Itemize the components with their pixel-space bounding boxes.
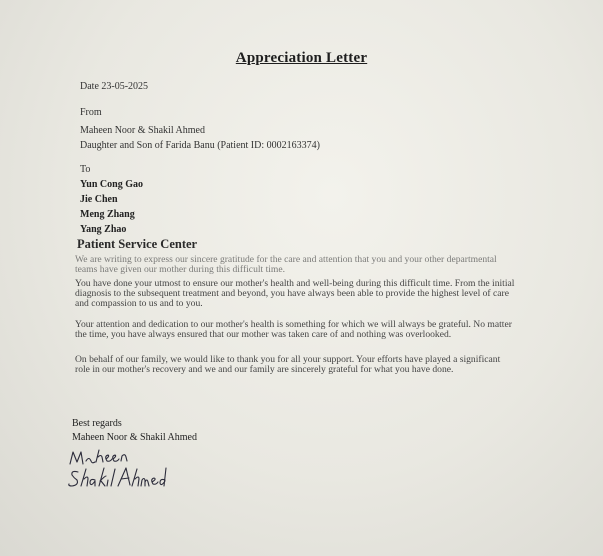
from-label: From	[80, 107, 102, 118]
letter-date: Date 23-05-2025	[80, 81, 149, 92]
recipient-4: Yang Zhao	[80, 224, 127, 235]
sender-relation: Daughter and Son of Farida Banu (Patient ID: 0002163374)	[80, 140, 320, 151]
closing-greeting: Best regards	[72, 418, 122, 429]
recipient-3: Meng Zhang	[80, 209, 135, 220]
signoff-names: Maheen Noor & Shakil Ahmed	[72, 432, 197, 443]
recipient-1: Yun Cong Gao	[80, 179, 143, 190]
recipient-2: Jie Chen	[80, 194, 118, 205]
sender-names: Maheen Noor & Shakil Ahmed	[80, 125, 205, 136]
paragraph-1: We are writing to express our sincere gratitude for the care and attention that you and your other departmental teams have given our mother during this difficult time.	[75, 254, 497, 275]
handwritten-signature	[64, 448, 194, 492]
letter-title: Appreciation Letter	[235, 50, 368, 66]
to-label: To	[80, 164, 91, 175]
paragraph-2: You have done your utmost to ensure our mother's health and well-being during this difficult time. From the initial diagnosis to the subsequent treatment and beyond, you have always been able to provide the highest level of care and compassion to us and to you.	[75, 278, 515, 309]
paragraph-4: On behalf of our family, we would like to thank you for all your support. Your efforts have played a significant role in our mother's recovery and we and our family are sincerely grateful for what you have done.	[75, 354, 501, 375]
paragraph-3: Your attention and dedication to our mother's health is something for which we will always be grateful. No matter the time, you have always ensured that our mother was taken care of and nothing was overlooked.	[75, 319, 512, 340]
department-name: Patient Service Center	[77, 237, 198, 251]
